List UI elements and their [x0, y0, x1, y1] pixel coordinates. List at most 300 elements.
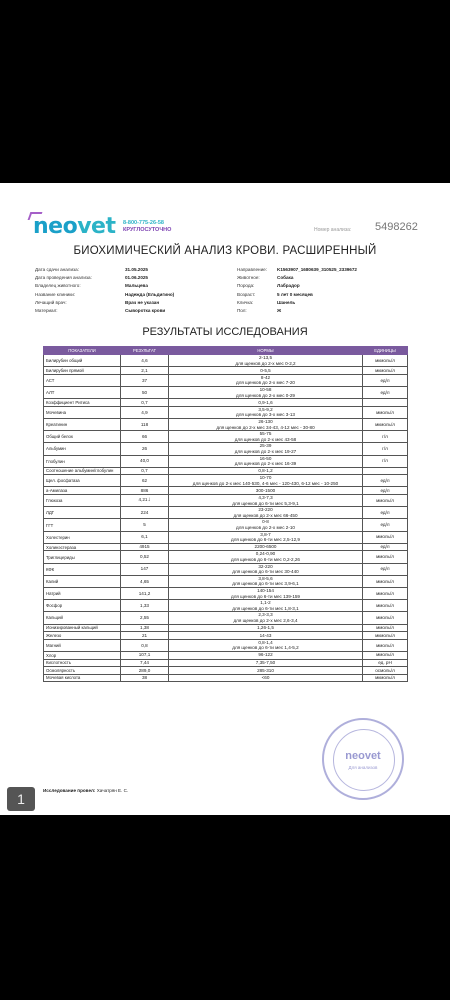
row-unit: ммоль/л	[363, 612, 408, 624]
row-name: АЛТ	[44, 386, 121, 398]
table-row	[44, 355, 408, 367]
result-value: 886	[140, 487, 149, 493]
row-name: Креатинин	[44, 418, 121, 430]
info-key: Материал:	[35, 307, 58, 313]
norm-range: 0-5,5	[260, 367, 271, 373]
norm-range: 3,5-9,2	[258, 406, 273, 412]
row-result	[121, 563, 169, 575]
norm-range: 23-220	[258, 507, 273, 513]
table-row	[44, 612, 408, 624]
info-value: Лабрадор	[277, 283, 300, 289]
norm-range: 1,26-1,5	[257, 625, 274, 631]
row-name: Ионизированный кальций	[44, 624, 121, 632]
info-key: Название клиники:	[35, 291, 76, 297]
norm-puppy: для щенков до 2-х мес 0-2,2	[235, 360, 296, 366]
norm-range: 285-310	[257, 667, 274, 673]
table-row	[44, 639, 408, 651]
norm-range: 55-75	[259, 431, 272, 437]
info-value: Надежда (Ельдигино)	[125, 291, 175, 297]
row-unit: г/л	[363, 443, 408, 455]
table-row	[44, 374, 408, 386]
norm-puppy: для щенков до 2-х мес 66-450	[233, 512, 298, 518]
norm-puppy: для щенков до 2-х мес 43-58	[234, 436, 297, 442]
result-value: 2,1	[141, 367, 148, 373]
row-norm	[169, 639, 363, 651]
row-unit: ед/л	[363, 475, 408, 487]
row-unit: ед/л	[363, 487, 408, 495]
table-row	[44, 386, 408, 398]
result-value: 50	[141, 389, 148, 395]
row-unit: ммоль/л	[363, 406, 408, 418]
norm-range: 26-130	[258, 418, 273, 424]
norm-range: 2-13,5	[258, 355, 273, 360]
norm-range: 0,9-1,6	[258, 399, 273, 405]
info-key: Дата проведения анализа:	[35, 275, 92, 281]
norm-puppy: для щенков до 6-ти мес 1,4-5,2	[232, 645, 299, 651]
col-unit: ЕДИНИЦЫ	[363, 347, 408, 355]
table-row	[44, 674, 408, 682]
row-unit: мкмоль/л	[363, 367, 408, 375]
report-title: БИОХИМИЧЕСКИЙ АНАЛИЗ КРОВИ. РАСШИРЕННЫЙ	[73, 245, 377, 257]
row-result	[121, 624, 169, 632]
info-row	[237, 274, 357, 282]
norm-range: 0,8-1,2	[258, 468, 273, 474]
row-name: Общий белок	[44, 431, 121, 443]
result-value: 4915	[139, 544, 150, 550]
row-result	[121, 674, 169, 682]
norm-range: <60	[261, 675, 270, 681]
info-value: Врач не указан	[125, 299, 160, 305]
row-norm	[169, 612, 363, 624]
order-label: Номер анализа:	[314, 227, 352, 233]
table-row	[44, 443, 408, 455]
result-value: 224	[140, 510, 149, 516]
norm-puppy: для щенков до 2-х мес 19-27	[234, 448, 297, 454]
row-norm	[169, 443, 363, 455]
info-key: Животное:	[237, 275, 260, 281]
row-unit: ммоль/л	[363, 531, 408, 543]
info-row	[35, 299, 174, 307]
row-result	[121, 475, 169, 487]
info-key: Владелец животного:	[35, 283, 81, 289]
row-norm	[169, 587, 363, 599]
row-name: Глобулин	[44, 455, 121, 467]
norm-range: 8-42	[260, 374, 271, 380]
result-value: 40,0	[140, 458, 149, 464]
norm-puppy: для щенков до 6-ти мес 139-159	[231, 593, 300, 599]
row-unit: мкмоль/л	[363, 674, 408, 682]
row-result	[121, 495, 169, 507]
row-unit: ммоль/л	[363, 575, 408, 587]
row-result	[121, 651, 169, 659]
row-name: КФК	[44, 563, 121, 575]
norm-puppy: для щенков до 2-х мес 140-530, 4-6 мес - 120-430, 6-12 мес - 10-250	[192, 480, 339, 486]
row-name: Мочевая кислота	[44, 674, 121, 682]
row-norm	[169, 651, 363, 659]
row-unit: мкмоль/л	[363, 418, 408, 430]
norm-range: 2,3-3,3	[258, 612, 273, 618]
result-value: 4,21	[138, 497, 148, 503]
norm-puppy: для щенков до 2-х мес 16-39	[234, 461, 297, 467]
result-value: 107,1	[138, 652, 151, 658]
norm-puppy: для щенков до 6-ти мес 0,2-2,26	[231, 557, 300, 562]
clinic-stamp	[322, 718, 404, 800]
signature-label: Исследование провел:	[43, 788, 96, 793]
page-indicator[interactable]: 1	[7, 787, 35, 811]
row-norm	[169, 667, 363, 675]
row-unit: ммоль/л	[363, 495, 408, 507]
table-row	[44, 495, 408, 507]
results-title: РЕЗУЛЬТАТЫ ИССЛЕДОВАНИЯ	[142, 326, 308, 338]
table-row	[44, 575, 408, 587]
row-unit: ммоль/л	[363, 600, 408, 612]
row-norm	[169, 659, 363, 667]
row-result	[121, 406, 169, 418]
info-value: 01.06.2025	[125, 275, 148, 281]
norm-range: 0,8-1,4	[258, 639, 273, 645]
norm-puppy: для щенков до 6-ти мес 3,9-6,1	[232, 581, 299, 587]
phone-note: КРУГЛОСУТОЧНО	[123, 227, 172, 233]
norm-puppy: для щенков до 2-х мес 2-10	[236, 525, 295, 531]
norm-range: 3,8-5,6	[258, 575, 273, 581]
row-unit: ед/л	[363, 519, 408, 531]
table-row	[44, 431, 408, 443]
norm-puppy: для щенков до 6-ти мес 1,8-3,1	[232, 605, 299, 611]
col-indicator: ПОКАЗАТЕЛИ	[44, 347, 121, 355]
norm-range: 10-70	[259, 475, 272, 481]
norm-puppy: для щенков до 2-х мес 0-29	[236, 392, 295, 398]
row-result	[121, 531, 169, 543]
row-result	[121, 587, 169, 599]
row-norm	[169, 355, 363, 367]
table-row	[44, 367, 408, 375]
norm-range: 140-154	[257, 587, 274, 593]
row-result	[121, 600, 169, 612]
table-row	[44, 507, 408, 519]
row-result	[121, 632, 169, 640]
neovet-logo	[33, 214, 115, 240]
result-value: 26	[141, 446, 148, 452]
result-value: 4,6	[141, 357, 148, 363]
order-number: 5498262	[375, 221, 418, 233]
row-unit: ммоль/л	[363, 639, 408, 651]
result-value: 0,8	[141, 642, 148, 648]
row-unit: ммоль/л	[363, 651, 408, 659]
result-value: 0,7	[141, 468, 148, 474]
row-norm	[169, 575, 363, 587]
row-name: Билирубин общий	[44, 355, 121, 367]
row-norm	[169, 475, 363, 487]
stamp-brand: neovet	[345, 750, 381, 762]
table-row	[44, 418, 408, 430]
row-norm	[169, 406, 363, 418]
info-row	[35, 266, 174, 274]
result-value: 147	[140, 566, 149, 572]
row-norm	[169, 519, 363, 531]
row-result	[121, 487, 169, 495]
info-right	[237, 266, 357, 315]
info-row	[35, 291, 174, 299]
table-row	[44, 667, 408, 675]
table-row	[44, 531, 408, 543]
info-row	[35, 274, 174, 282]
row-norm	[169, 531, 363, 543]
row-result	[121, 355, 169, 367]
row-name: Триглицериды	[44, 551, 121, 563]
phone-number[interactable]: 8-800-775-26-58	[123, 220, 164, 226]
row-result	[121, 374, 169, 386]
row-name: a-Амилаза	[44, 487, 121, 495]
norm-range: 14-43	[259, 632, 272, 638]
row-unit: ед/л	[363, 563, 408, 575]
row-unit: ед/л	[363, 507, 408, 519]
norm-puppy: для щенков до 6-ти мес 5,3-9,1	[232, 500, 299, 506]
norm-range: 4,3-7,3	[258, 495, 273, 501]
row-result	[121, 507, 169, 519]
row-norm	[169, 495, 363, 507]
info-key: Порода:	[237, 283, 255, 289]
table-row	[44, 659, 408, 667]
norm-range: 0,24-0,90	[255, 551, 276, 557]
row-result	[121, 443, 169, 455]
norm-range: 96-122	[258, 652, 273, 658]
table-row	[44, 487, 408, 495]
row-norm	[169, 431, 363, 443]
result-value: 62	[141, 478, 148, 484]
signature-line	[43, 788, 128, 793]
result-value: 1,38	[140, 625, 149, 631]
norm-range: 0-8	[262, 519, 269, 525]
row-norm	[169, 487, 363, 495]
row-result	[121, 612, 169, 624]
table-row	[44, 406, 408, 418]
row-name: Холинэстераза	[44, 543, 121, 551]
row-result	[121, 575, 169, 587]
phone-block	[123, 220, 171, 234]
table-row	[44, 543, 408, 551]
row-name: ЛДГ	[44, 507, 121, 519]
info-key: Дата сдачи анализа:	[35, 267, 79, 272]
info-value: Мальцева	[125, 283, 148, 289]
row-norm	[169, 600, 363, 612]
row-unit: ед/л	[363, 374, 408, 386]
result-value: 0,52	[140, 554, 149, 560]
row-name: Калий	[44, 575, 121, 587]
row-name: Холестерин	[44, 531, 121, 543]
table-row	[44, 399, 408, 407]
row-norm	[169, 386, 363, 398]
row-unit: г/л	[363, 455, 408, 467]
info-row	[237, 266, 357, 274]
info-key: Кличка:	[237, 299, 254, 305]
table-row	[44, 455, 408, 467]
result-value: 21	[141, 632, 148, 638]
row-norm	[169, 624, 363, 632]
row-unit: ед/л	[363, 543, 408, 551]
norm-range: 7,35-7,50	[255, 660, 276, 665]
row-name: Билирубин прямой	[44, 367, 121, 375]
result-value: 1,33	[140, 602, 149, 608]
info-key: Возраст:	[237, 291, 256, 297]
result-value: 37	[141, 377, 148, 383]
result-value: 118	[140, 421, 149, 427]
row-norm	[169, 399, 363, 407]
norm-range: 16-50	[259, 455, 272, 461]
info-row	[237, 299, 357, 307]
row-name: Хлор	[44, 651, 121, 659]
row-result	[121, 418, 169, 430]
row-name: Мочевина	[44, 406, 121, 418]
row-norm	[169, 418, 363, 430]
row-name: Глюкоза	[44, 495, 121, 507]
row-norm	[169, 632, 363, 640]
table-row	[44, 651, 408, 659]
signature-name: Хачатрян Е. С.	[96, 788, 129, 793]
stamp-text: Для анализов	[348, 765, 378, 770]
row-norm	[169, 374, 363, 386]
row-unit: ммоль/л	[363, 551, 408, 563]
table-row	[44, 467, 408, 475]
table-row	[44, 632, 408, 640]
row-result	[121, 543, 169, 551]
norm-range: 2200-6500	[254, 544, 277, 550]
result-value: 66	[141, 433, 148, 439]
row-unit: г/л	[363, 431, 408, 443]
result-value: 4,65	[140, 578, 149, 584]
row-name: Натрий	[44, 587, 121, 599]
row-name: Кальций	[44, 612, 121, 624]
info-row	[35, 307, 174, 315]
result-value: 2,55	[140, 615, 149, 621]
row-unit: ммоль/л	[363, 587, 408, 599]
table-row	[44, 475, 408, 487]
row-unit: ед/л	[363, 386, 408, 398]
row-name: Фосфор	[44, 600, 121, 612]
info-value: K1563907_1680639_310525_2339672	[277, 267, 357, 272]
info-key: Пол:	[237, 307, 247, 313]
info-value: Сыворотка крови	[125, 307, 166, 313]
row-result	[121, 431, 169, 443]
result-value: 141,2	[138, 590, 151, 596]
norm-range: 3,8-7	[260, 531, 271, 537]
row-norm	[169, 674, 363, 682]
row-unit: ед. pH	[363, 659, 408, 667]
row-norm	[169, 507, 363, 519]
norm-range: 25-39	[259, 443, 272, 449]
info-value: 31.05.2025	[125, 267, 148, 272]
norm-range: 32-220	[258, 563, 273, 569]
row-norm	[169, 367, 363, 375]
row-result	[121, 519, 169, 531]
info-row	[237, 307, 357, 315]
row-result	[121, 367, 169, 375]
row-name: Кислотность	[44, 659, 121, 667]
row-norm	[169, 563, 363, 575]
norm-puppy: для щенков до 2-х мес 2,6-3,4	[233, 617, 298, 623]
row-unit	[363, 467, 408, 475]
result-value: 5	[143, 522, 146, 528]
info-row	[35, 282, 174, 290]
logo-text-accent: vet	[77, 214, 116, 239]
arrow-down-icon: ↓	[147, 497, 151, 504]
row-name: Осмолярность	[44, 667, 121, 675]
info-value: Ж	[277, 307, 282, 313]
result-value: 38	[141, 675, 148, 681]
info-value: 5 лет 0 месяцев	[277, 291, 313, 297]
info-value: Собака	[277, 275, 294, 281]
row-norm	[169, 551, 363, 563]
table-row	[44, 600, 408, 612]
row-result	[121, 467, 169, 475]
table-row	[44, 551, 408, 563]
lab-report-page	[0, 183, 450, 815]
row-name: АСТ	[44, 374, 121, 386]
row-unit: ммоль/л	[363, 624, 408, 632]
table-row	[44, 624, 408, 632]
norm-puppy: для щенков до 2-х мес 7-20	[236, 380, 295, 386]
result-value: 0,7	[141, 399, 148, 405]
col-result: РЕЗУЛЬТАТ	[121, 347, 169, 355]
row-norm	[169, 543, 363, 551]
norm-puppy: для щенков до 3-х мес 3-13	[236, 412, 295, 418]
row-result	[121, 386, 169, 398]
info-left	[35, 266, 174, 315]
table-row	[44, 587, 408, 599]
table-row	[44, 563, 408, 575]
norm-range: 300-1500	[255, 487, 276, 493]
row-unit	[363, 399, 408, 407]
row-name: Соотношение альбумин/глобулин	[44, 467, 121, 475]
row-result	[121, 399, 169, 407]
row-result	[121, 667, 169, 675]
row-result	[121, 455, 169, 467]
row-name: ГГТ	[44, 519, 121, 531]
norm-puppy: для щенков до 2-х мес 34-43, 4-12 мес - 30-80	[216, 424, 315, 430]
info-row	[237, 282, 357, 290]
row-name: Коэффициент Ритиса	[44, 399, 121, 407]
info-row	[237, 291, 357, 299]
result-value: 6,1	[141, 534, 148, 540]
norm-puppy: для щенков до 6-ти мес 30-440	[232, 569, 299, 575]
info-key: Лечащий врач:	[35, 299, 67, 305]
logo-text-main: neo	[33, 214, 78, 239]
norm-range: 1,1-2	[260, 600, 271, 606]
row-norm	[169, 455, 363, 467]
row-name: Железо	[44, 632, 121, 640]
info-key: Направление:	[237, 267, 267, 272]
results-table	[43, 346, 408, 682]
row-unit: мкмоль/л	[363, 632, 408, 640]
row-result	[121, 551, 169, 563]
result-value: 7,44	[140, 660, 149, 665]
row-name: Альбумин	[44, 443, 121, 455]
row-unit: осмоль/л	[363, 667, 408, 675]
row-name: Магний	[44, 639, 121, 651]
row-name: Щел. фосфатаза	[44, 475, 121, 487]
result-value: 4,9	[141, 409, 148, 415]
row-norm	[169, 467, 363, 475]
norm-puppy: для щенков до 6-ти мес 2,5-12,9	[231, 537, 300, 543]
row-result	[121, 659, 169, 667]
result-value: 289,0	[138, 667, 151, 673]
norm-range: 10-58	[259, 386, 272, 392]
info-value: Шанель	[277, 299, 296, 305]
table-header	[44, 347, 408, 355]
col-norm: НОРМЫ	[169, 347, 363, 355]
row-unit: мкмоль/л	[363, 355, 408, 367]
row-result	[121, 639, 169, 651]
table-row	[44, 519, 408, 531]
